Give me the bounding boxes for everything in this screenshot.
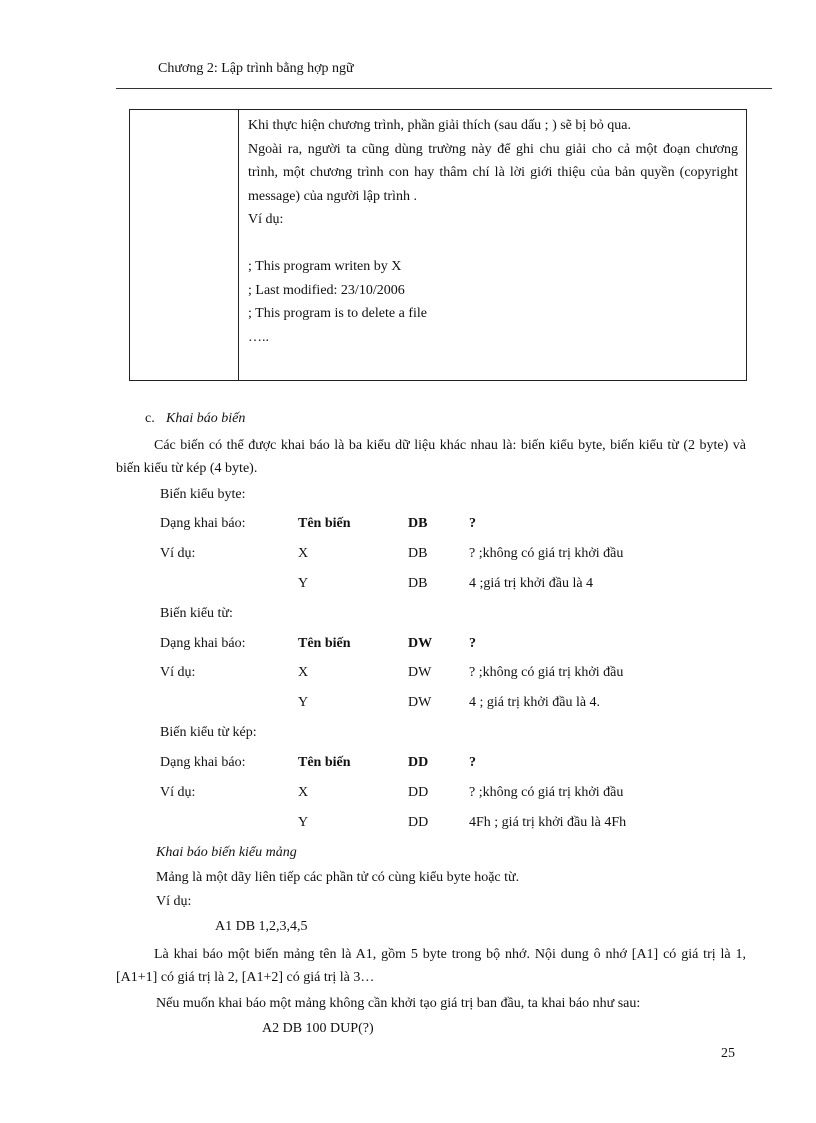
example-var-name: Y [298,815,309,830]
comment-field-table [129,109,747,381]
example-comment: ? ;không có giá trị khởi đầu [469,665,624,680]
decl-directive: DD [408,755,429,770]
box-line: Ví dụ: [248,212,284,227]
code-comment-line: ; This program writen by X [248,259,402,274]
example-label: Ví dụ: [156,894,192,909]
example-comment: 4 ; giá trị khởi đầu là 4. [469,695,601,710]
decl-name: Tên biến [298,636,351,651]
example-directive: DD [408,815,429,830]
subsection-title: Khai báo biến kiểu mảng [156,845,297,860]
code-line: A2 DB 100 DUP(?) [262,1021,374,1036]
example-directive: DW [408,695,432,710]
example-var-name: X [298,665,309,680]
example-comment: ? ;không có giá trị khởi đầu [469,546,624,561]
example-var-name: Y [298,576,309,591]
decl-placeholder: ? [469,516,476,531]
example-label: Ví dụ: [160,665,196,680]
decl-label: Dạng khai báo: [160,516,246,531]
example-directive: DW [408,665,432,680]
example-comment: 4 ;giá trị khởi đầu là 4 [469,576,594,591]
code-ellipsis: ….. [248,329,269,345]
decl-label: Dạng khai báo: [160,755,246,770]
decl-name: Tên biến [298,516,351,531]
decl-label: Dạng khai báo: [160,636,246,651]
chapter-header: Chương 2: Lập trình bằng hợp ngữ [158,61,354,76]
var-type-heading: Biến kiểu từ: [160,606,233,621]
code-line: A1 DB 1,2,3,4,5 [215,919,308,934]
example-var-name: X [298,785,309,800]
code-comment-line: ; This program is to delete a file [248,306,427,321]
decl-placeholder: ? [469,636,476,651]
example-comment: ? ;không có giá trị khởi đầu [469,785,624,800]
box-paragraph: Ngoài ra, người ta cũng dùng trường này để ghi chu giải cho cả một đoạn chương trình, một chương trình con hay thâm chí là lời giới thiệu của bản quyền (copyright message) của người lập trình . [248,141,738,204]
decl-directive: DW [408,636,433,651]
section-title: Khai báo biến [166,411,246,426]
example-directive: DB [408,546,428,561]
example-directive: DD [408,785,429,800]
decl-name: Tên biến [298,755,351,770]
var-type-heading: Biến kiểu byte: [160,487,246,502]
decl-placeholder: ? [469,755,476,770]
array-description: Mảng là một dãy liên tiếp các phần tử có cùng kiểu byte hoặc từ. [156,870,520,885]
box-line: Khi thực hiện chương trình, phần giải thích (sau dấu ; ) sẽ bị bỏ qua. [248,118,631,133]
example-var-name: X [298,546,309,561]
array-explanation: Là khai báo một biến mảng tên là A1, gồm 5 byte trong bộ nhớ. Nội dung ô nhớ [A1] có giá trị là 1, [A1+1] có giá trị là 2, [A1+2] có giá trị là 3… [116,947,746,985]
box-blank-line [248,232,738,256]
example-var-name: Y [298,695,309,710]
table-cell-description [248,114,738,349]
decl-directive: DB [408,516,428,531]
var-type-heading: Biến kiểu từ kép: [160,725,257,740]
no-init-note: Nếu muốn khai báo một mảng không cần khởi tạo giá trị ban đầu, ta khai báo như sau: [156,996,641,1011]
example-directive: DB [408,576,428,591]
page-number: 25 [721,1046,735,1061]
table-column-divider [238,110,239,380]
example-comment: 4Fh ; giá trị khởi đầu là 4Fh [469,815,627,830]
example-label: Ví dụ: [160,785,196,800]
example-label: Ví dụ: [160,546,196,561]
section-intro: Các biến có thể được khai báo là ba kiểu dữ liệu khác nhau là: biến kiểu byte, biến kiểu từ (2 byte) và biến kiểu từ kép (4 byte). [116,438,746,476]
section-marker: c. [145,411,155,426]
header-divider [116,88,772,89]
code-comment-line: ; Last modified: 23/10/2006 [248,282,405,298]
